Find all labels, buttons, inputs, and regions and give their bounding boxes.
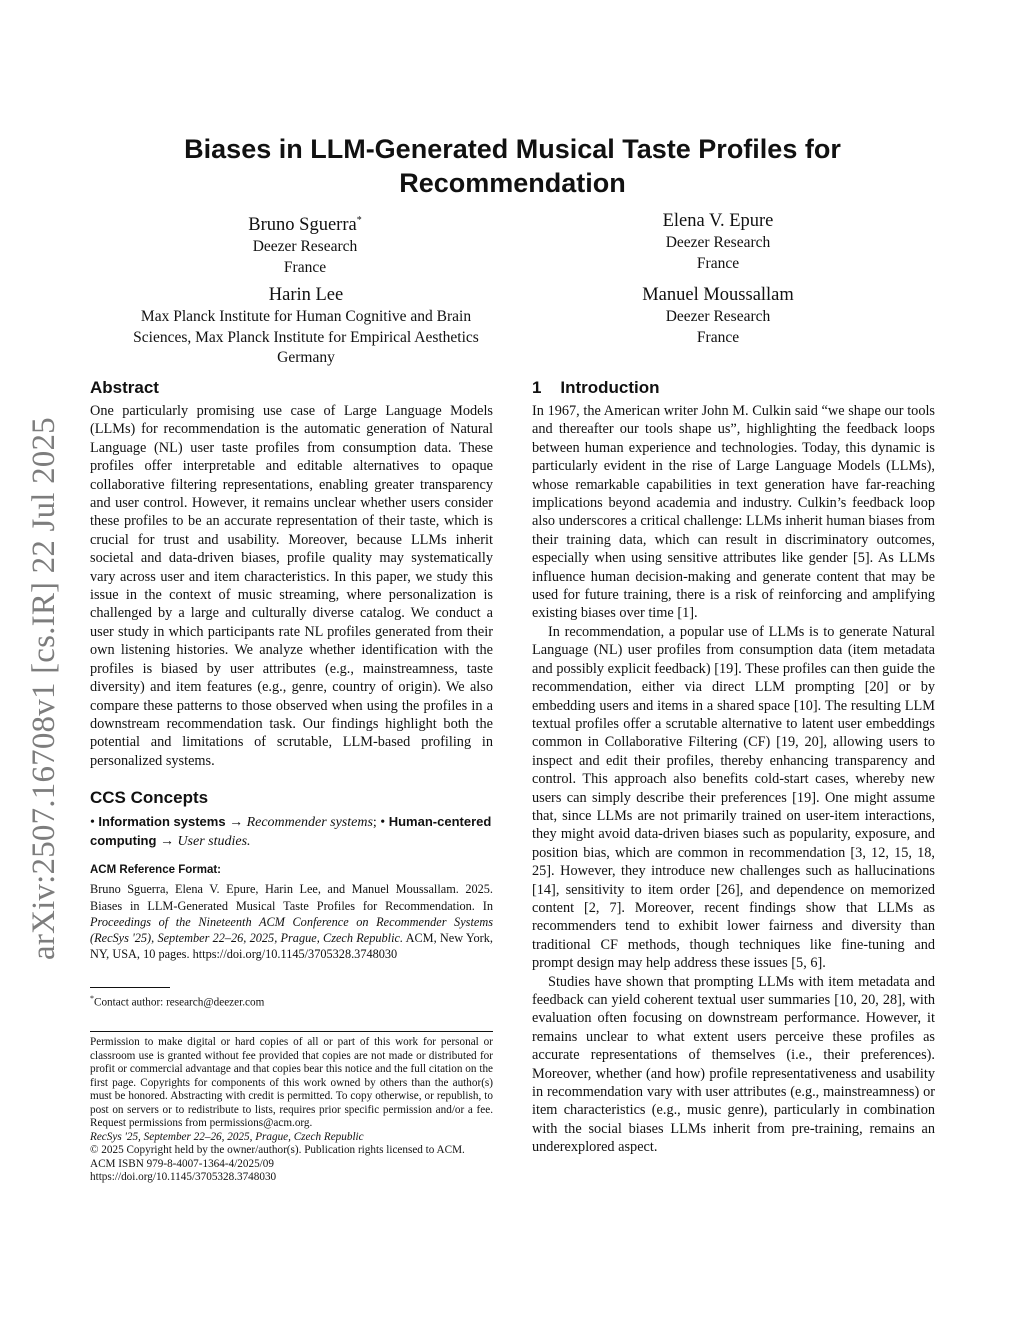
abstract-body [90,402,493,770]
author-mark: * [356,215,362,226]
author-name: Manuel Moussallam [642,285,794,305]
author-affil: Deezer Research [665,234,771,251]
author-affil: Deezer Research [252,238,358,256]
ccs-item-1: Information systems [98,814,226,829]
title-line-1: Biases in LLM-Generated Musical Taste Profiles for [184,134,841,164]
author-block-2 [570,209,866,274]
ccs-arrow: → [156,834,178,850]
intro-heading: 1 Introduction [532,378,660,397]
author-affil: France [696,254,740,272]
permission-block [90,1036,493,1185]
intro-paragraph-1: In 1967, the American writer John M. Culkin said “we shape our tools and thereafter our tools shape us”, highlighting the feedback loops between human experience and technologies. Today, this dynamic is particularly evident in the rise of Large Language Models (LLMs), whose remarkable capabilities in text generation have far-reaching implications beyond academia and industry. Culkin’s feedback loop also underscores a critical challenge: LLMs inherit human biases from their training data, which can result in discriminatory outcomes, especially when using sensitive attributes like gender [5]. As LLMs influence human decision-making and generate content that may be used for future training, there is a risk of reinforcing and amplifying existing biases over time [1]. [532,403,935,622]
author-block-3 [100,283,512,369]
arxiv-watermark [6,370,66,960]
permission-doi: https://doi.org/10.1145/3705328.3748030 [90,1171,277,1183]
author-block-1 [150,209,460,278]
author-affil: France [696,328,740,346]
ccs-arrow: → [225,815,247,830]
footnote: *Contact author: research@deezer.com [90,994,265,1009]
author-affil: Germany [277,349,335,366]
acm-ref-heading: ACM Reference Format: [90,864,221,876]
paper-title [90,132,935,200]
author-affil: Max Planck Institute for Human Cognitive and Brain [140,308,472,325]
abstract-heading: Abstract [90,378,159,397]
ccs-sub-2: User studies. [177,834,251,850]
author-affil: Sciences, Max Planck Institute for Empirical Aesthetics [133,328,479,346]
permission-text: Permission to make digital or hard copies of all or part of this work for personal or classroom use is granted without fee provided that copies are not made or distributed for profit or commercial advantage and that copies bear this notice and the full citation on the first page. Copyrights for components of this work owned by others than the author(s) must be honored. Abstracting with credit is permitted. To copy otherwise, or republish, to post on servers or to redistribute to lists, requires prior specific permission and/or a fee. Request permissions from permissions@acm.org. [90,1036,493,1129]
ccs-heading: CCS Concepts [90,788,209,807]
intro-paragraph-2: In recommendation, a popular use of LLMs is to generate Natural Language (NL) user profiles from consumption data (item metadata and possibly explicit feedback) [19]. These profiles can then guide the recommendation, either via direct LLM prompting [20] or by embedding users and items in a shared space [10]. The resulting LLM textual profiles offer a scrutable alternative to latent user embeddings common in Collaborative Filtering (CF) [19, 20], allowing users to inspect and edit their profiles, thereby enhancing transparency and control. This approach also benefits cold-start cases, whereby new users can simply describe their preferences [19]. One might assume that, since LLMs are not primarily trained on user-item interactions, they might avoid data-driven biases such as popularity, exposure, and position bias, which are common in recommendation [3, 12, 15, 18, 25]. However, they introduce new challenges such as hallucinations [14], sensitivity to item order [26], and dependence on memorized content [2, 7]. Moreover, recent findings show that LLMs as recommenders tend to exhibit lower fairness and diversity than traditional CF methods, though techniques like fine-tuning and prompt design may help address these issues [5, 6]. [532,623,935,972]
intro-body [532,402,935,1157]
permission-rule [90,1031,493,1032]
acm-reference [90,862,493,963]
abstract-text: One particularly promising use case of Large Language Models (LLMs) for recommendation is the automatic generation of Natural Language (NL) user taste profiles from consumption data. These profiles offer interpretable and editable alternatives to opaque collaborative filtering representations, enabling greater transparency and user control. However, it remains unclear whether users consider these profiles to be an accurate representation of their taste, which is crucial for trust and usability. Moreover, because LLMs inherit societal and data-driven biases, profile quality may systematically vary across user and item characteristics. In this paper, we study this issue in the context of music streaming, where personalization is challenged by a large and culturally diverse catalog. We conduct a user study in which participants rate NL profiles generated from their own listening histories. We analyze whether identification with the profiles is biased by user attributes (e.g., mainstreamness, taste diversity) and item features (e.g., genre, country of origin). We also compare these patterns to those observed when using the profiles in a downstream recommendation task. Our findings highlight both the potential and limitations of scrutable, LLM-based profiling in personalized systems. [90,403,493,769]
permission-isbn: ACM ISBN 979-8-4007-1364-4/2025/09 [90,1157,274,1170]
ccs-concepts: • Information systems → Recommender systems; • Human-centered computing → User studies. [90,814,492,850]
footnote-rule [90,987,170,988]
permission-venue: RecSys '25, September 22–26, 2025, Prague, Czech Republic [90,1130,364,1143]
permission-copyright: © 2025 Copyright held by the owner/author(s). Publication rights licensed to ACM. [90,1144,465,1156]
author-affil: Deezer Research [665,308,771,325]
arxiv-id: arXiv:2507.16708v1 [cs.IR] 22 Jul 2025 [26,417,62,960]
author-name: Harin Lee [268,285,344,305]
acm-ref-venue: Proceedings of the Nineteenth ACM Conference on Recommender Systems (RecSys '25), September 22–26, 2025, Prague, Czech Republic. [90,914,493,946]
ccs-item-2: Human-centered computing [90,814,492,849]
intro-paragraph-3: Studies have shown that prompting LLMs with item metadata and feedback can yield coherent textual user summaries [10, 20, 28], with evaluation often focusing on downstream performance. However, it remains unclear to what extent users perceive these profiles as accurate representations of themselves (i.e., their preferences). Moreover, whether (and how) profile representativeness and usability in recommendation vary with user attributes (e.g., mainstreamness) or item characteristics (e.g., music genre), particularly in combination with the social biases LLMs inherit from pre-training, remains an underexplored aspect. [532,973,935,1156]
author-name: Elena V. Epure [662,211,774,231]
author-name: Bruno Sguerra [248,215,357,236]
ccs-sep: ; • [372,815,389,830]
footnote-text: Contact author: research@deezer.com [94,996,265,1009]
author-block-4 [570,283,866,348]
title-line-2: Recommendation [399,168,626,198]
acm-ref-text: Bruno Sguerra, Elena V. Epure, Harin Lee, and Manuel Moussallam. 2025. Biases in LLM-Generated Musical Taste Profiles for Recommendation. In [90,882,493,913]
author-affil: France [283,258,327,276]
acm-ref-tail: ACM, New York, NY, USA, 10 pages. https://doi.org/10.1145/3705328.3748030 [90,931,493,962]
ccs-sub-1: Recommender systems [246,815,373,830]
